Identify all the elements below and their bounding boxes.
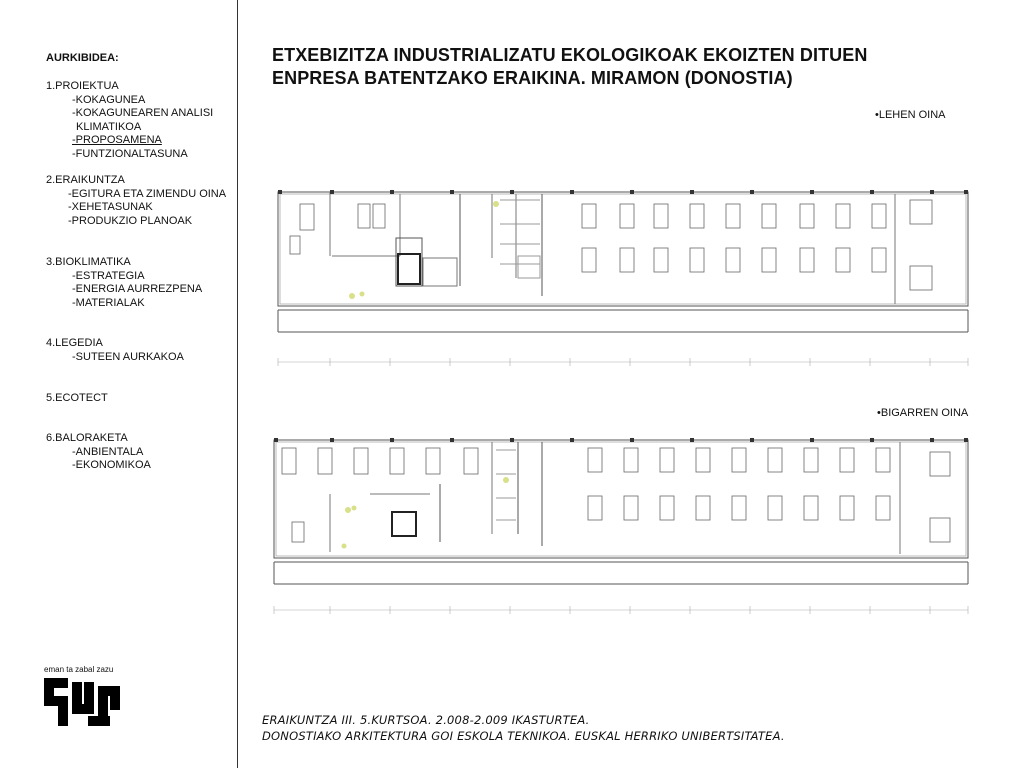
index-section-label[interactable]: 6.BALORAKETA bbox=[46, 432, 128, 444]
index-item-klimatikoa[interactable]: KLIMATIKOA bbox=[76, 120, 142, 133]
index-section-bioklimatika bbox=[46, 256, 202, 310]
index-heading: AURKIBIDEA: bbox=[46, 52, 119, 64]
index-section-baloraketa bbox=[46, 432, 151, 473]
index-section-label[interactable]: 4.LEGEDIA bbox=[46, 337, 103, 349]
index-item-produkzio[interactable]: -PRODUKZIO PLANOAK bbox=[68, 214, 193, 227]
first-floor-label: •LEHEN OINA bbox=[875, 109, 946, 121]
index-section-label[interactable]: 1.PROIEKTUA bbox=[46, 80, 119, 92]
index-item-proposamena[interactable]: -PROPOSAMENA bbox=[72, 134, 162, 146]
index-item-suteen[interactable]: -SUTEEN AURKAKOA bbox=[72, 350, 184, 363]
index-item-estrategia[interactable]: -ESTRATEGIA bbox=[72, 269, 145, 282]
second-floor-label: •BIGARREN OINA bbox=[877, 407, 969, 419]
first-floor-plan bbox=[270, 186, 976, 372]
footer-course: ERAIKUNTZA III. 5.KURTSOA. 2.008-2.009 IKASTURTEA. bbox=[262, 713, 590, 727]
index-item-funtzionaltasuna[interactable]: -FUNTZIONALTASUNA bbox=[72, 147, 188, 160]
index-section-legedia bbox=[46, 337, 184, 364]
index-item-xehetasunak[interactable]: -XEHETASUNAK bbox=[68, 201, 153, 213]
index-section-label[interactable]: 5.ECOTECT bbox=[46, 392, 108, 404]
index-item-materialak[interactable]: -MATERIALAK bbox=[72, 296, 145, 309]
university-logo bbox=[44, 665, 124, 731]
footer bbox=[262, 712, 785, 744]
second-floor-plan bbox=[270, 434, 976, 620]
index-item-energia[interactable]: -ENERGIA AURREZPENA bbox=[72, 283, 203, 295]
sidebar-index bbox=[0, 0, 237, 768]
index-item-analisi[interactable]: -KOKAGUNEAREN ANALISI bbox=[72, 107, 214, 119]
index-section-label[interactable]: 3.BIOKLIMATIKA bbox=[46, 256, 131, 268]
sidebar-divider bbox=[237, 0, 238, 768]
index-item-egitura[interactable]: -EGITURA ETA ZIMENDU OINA bbox=[68, 187, 227, 200]
title-line-2: ENPRESA BATENTZAKO ERAIKINA. MIRAMON (DONOSTIA) bbox=[272, 68, 793, 88]
first-floor-drawing bbox=[270, 186, 976, 372]
index-item-anbientala[interactable]: -ANBIENTALA bbox=[72, 445, 144, 458]
second-floor-drawing bbox=[270, 434, 976, 620]
index-item-ekonomikoa[interactable]: -EKONOMIKOA bbox=[72, 459, 151, 471]
ehu-emblem-icon bbox=[44, 678, 120, 726]
title-line-1: ETXEBIZITZA INDUSTRIALIZATU EKOLOGIKOAK EKOIZTEN DITUEN bbox=[272, 45, 868, 65]
index-section-proiektua bbox=[46, 80, 213, 161]
footer-school: DONOSTIAKO ARKITEKTURA GOI ESKOLA TEKNIKOA. EUSKAL HERRIKO UNIBERTSITATEA. bbox=[262, 729, 785, 743]
index-item-kokagunea[interactable]: -KOKAGUNEA bbox=[72, 93, 146, 106]
page-title bbox=[272, 44, 992, 90]
index-section-ecotect bbox=[46, 392, 108, 406]
logo-caption: eman ta zabal zazu bbox=[44, 665, 114, 674]
index-section-eraikuntza bbox=[46, 174, 226, 228]
index-section-label[interactable]: 2.ERAIKUNTZA bbox=[46, 174, 125, 186]
